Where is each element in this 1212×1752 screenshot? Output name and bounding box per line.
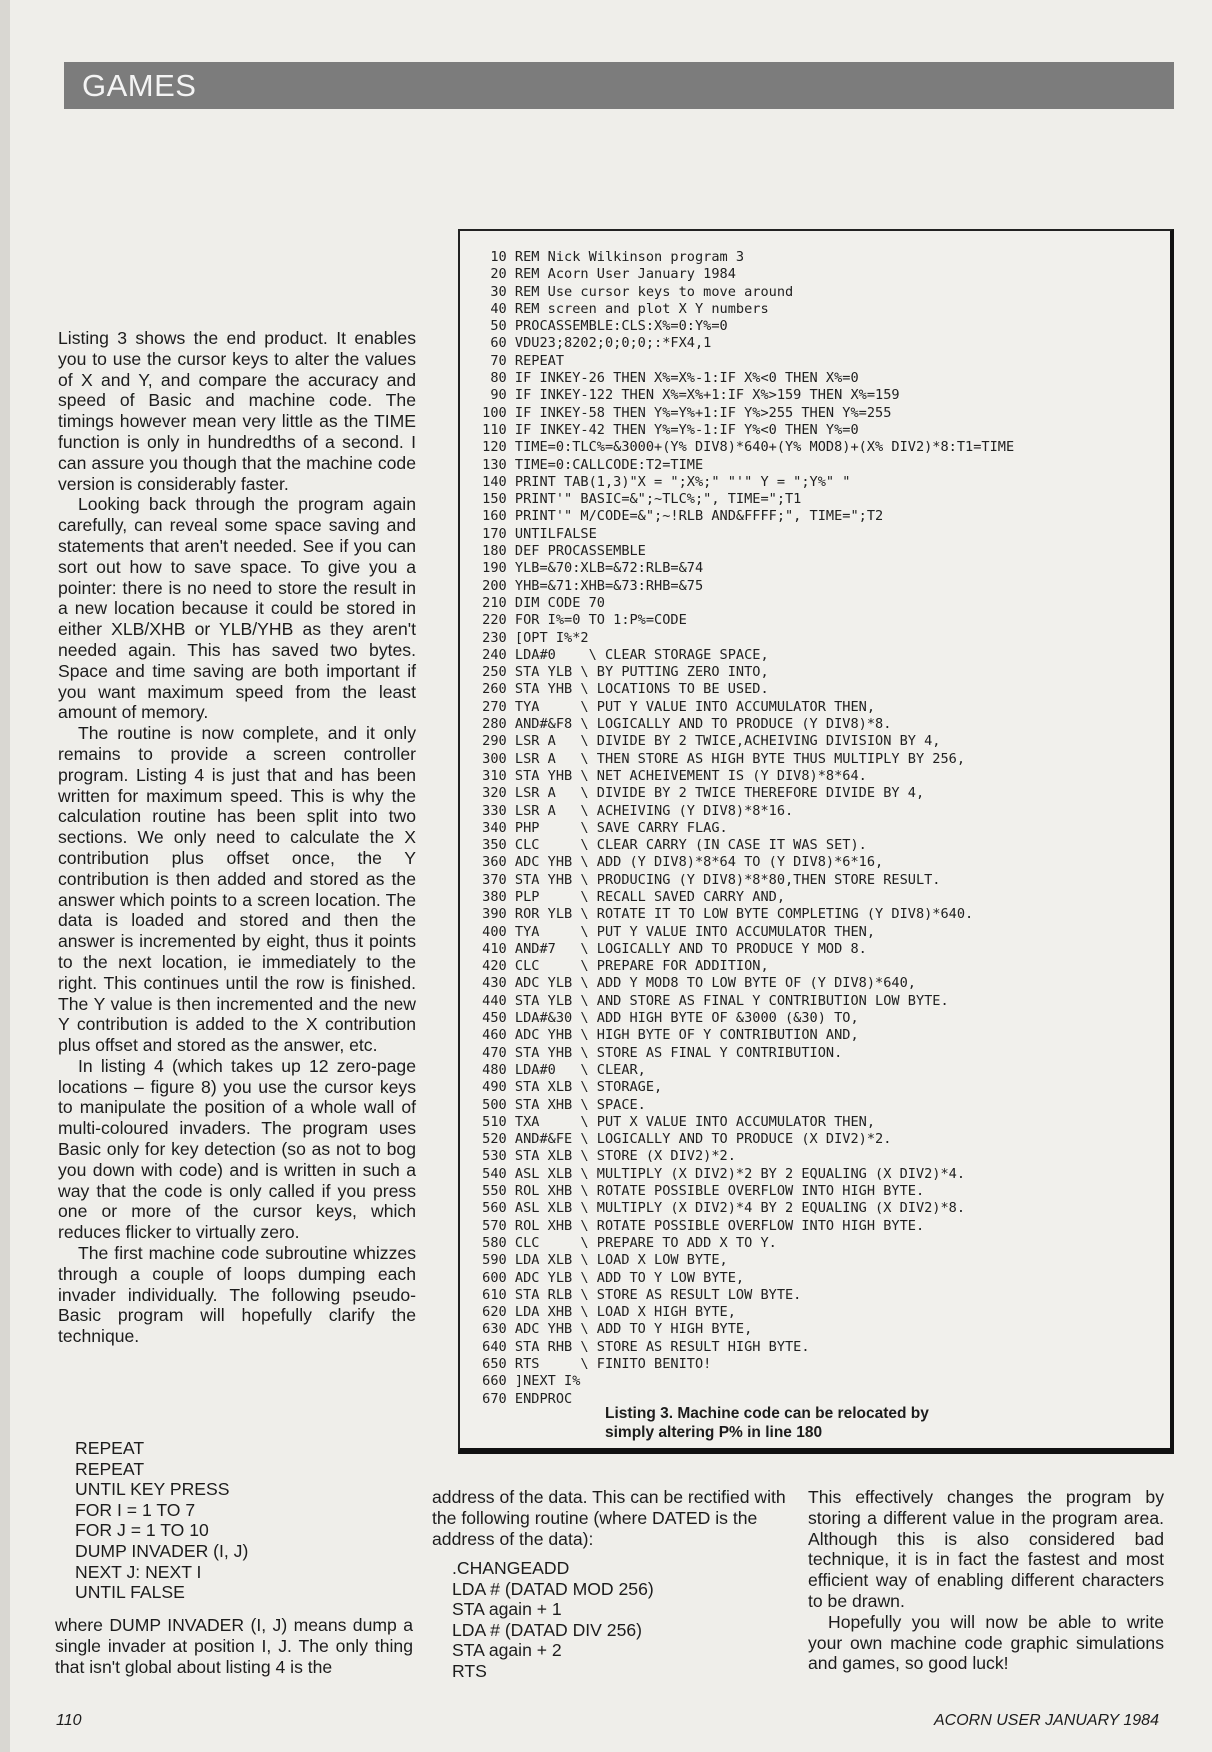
code-line: 70 REPEAT [474, 352, 565, 369]
code-line: 210 DIM CODE 70 [474, 594, 605, 611]
paragraph: Looking back through the program again carefully, can reveal some space saving and statements that aren't needed. See if you can sort out how to save space. To give you a pointer: there is no need to store the result in a new location because it could be stored in either XLB/XHB or YLB/YHB as they aren't needed again. This has saved two bytes. Space and time saving are both important if you want maximum speed from the least amount of memory. [58, 494, 416, 723]
code-line: 380 PLP \ RECALL SAVED CARRY AND, [474, 888, 785, 905]
routine-line: STA again + 2 [452, 1640, 562, 1661]
code-line: 330 LSR A \ ACHEIVING (Y DIV8)*8*16. [474, 802, 794, 819]
code-line: 670 ENDPROC [474, 1390, 573, 1407]
section-title: GAMES [82, 68, 197, 103]
code-line: 190 YLB=&70:XLB=&72:RLB=&74 [474, 560, 704, 577]
code-line: 200 YHB=&71:XHB=&73:RHB=&75 [474, 577, 704, 594]
code-line: 110 IF INKEY-42 THEN Y%=Y%-1:IF Y%<0 THEN Y%=0 [474, 421, 859, 438]
pseudo-line: UNTIL KEY PRESS [75, 1479, 230, 1500]
page-edge [0, 0, 10, 1752]
code-line: 30 REM Use cursor keys to move around [474, 283, 794, 300]
paragraph: In listing 4 (which takes up 12 zero-page locations – figure 8) you use the cursor keys to manipulate the position of a whole wall of multi-coloured invaders. The program uses Basic only for key detection (so as not to bog you down with code) and is written in such a way that the code is only called if you press one or more of the cursor keys, which reduces flicker to virtually zero. [58, 1055, 416, 1243]
code-line: 220 FOR I%=0 TO 1:P%=CODE [474, 612, 687, 629]
routine-line: .CHANGEADD [452, 1558, 570, 1578]
code-line: 290 LSR A \ DIVIDE BY 2 TWICE,ACHEIVING DIVISION BY 4, [474, 733, 941, 750]
code-line: 440 STA YLB \ AND STORE AS FINAL Y CONTRIBUTION LOW BYTE. [474, 992, 949, 1009]
code-line: 340 PHP \ SAVE CARRY FLAG. [474, 819, 728, 836]
code-line: 410 AND#7 \ LOGICALLY AND TO PRODUCE Y MOD 8. [474, 940, 867, 957]
paragraph: Listing 3 shows the end product. It enables you to use the cursor keys to alter the values of X and Y, and compare the accuracy and speed of Basic and machine code. The timings however mean very little as the TIME function is only in hundredths of a second. I can assure you though that the machine code version is considerably faster. [58, 328, 416, 494]
code-line: 240 LDA#0 \ CLEAR STORAGE SPACE, [474, 646, 769, 663]
caption-line: Listing 3. Machine code can be relocated by [605, 1405, 929, 1422]
code-line: 310 STA YHB \ NET ACHEIVEMENT IS (Y DIV8)*8*64. [474, 767, 867, 784]
program-listing [474, 249, 1174, 1408]
code-line: 510 TXA \ PUT X VALUE INTO ACCUMULATOR THEN, [474, 1113, 876, 1130]
caption-line: simply altering P% in line 180 [605, 1424, 823, 1441]
code-line: 180 DEF PROCASSEMBLE [474, 543, 646, 560]
code-line: 10 REM Nick Wilkinson program 3 [474, 249, 745, 265]
paragraph: The routine is now complete, and it only remains to provide a screen controller program. Listing 4 is just that and has been written for maximum speed. This is why the calculation routine has been split into two sections. We only need to calculate the X contribution plus offset once, the Y contribution is then added and stored as the answer which points to a screen location. The data is loaded and stored and then the answer is incremented by eight, thus it points to the next location, ie immediately to the right. This continues until the row is finished. The Y value is then incremented and the new Y contribution is added to the X contribution plus offset and stored as the answer, etc. [58, 723, 416, 1056]
code-line: 610 STA RLB \ STORE AS RESULT LOW BYTE. [474, 1286, 802, 1303]
code-line: 480 LDA#0 \ CLEAR, [474, 1061, 646, 1078]
paragraph: This effectively changes the program by storing a different value in the program area. Although this is also considered bad technique, it is in fact the fastest and most efficient way of enabling different characters to be drawn. [808, 1487, 1164, 1611]
pseudo-line: REPEAT [75, 1438, 145, 1458]
article-column-2 [432, 1487, 792, 1549]
code-line: 460 ADC YHB \ HIGH BYTE OF Y CONTRIBUTION AND, [474, 1027, 859, 1044]
code-line: 20 REM Acorn User January 1984 [474, 266, 736, 283]
code-line: 120 TIME=0:TLC%=&3000+(Y% DIV8)*640+(Y% MOD8)+(X% DIV2)*8:T1=TIME [474, 439, 1015, 456]
pseudo-line: FOR I = 1 TO 7 [75, 1499, 196, 1520]
code-line: 550 ROL XHB \ ROTATE POSSIBLE OVERFLOW INTO HIGH BYTE. [474, 1183, 925, 1200]
code-line: 40 REM screen and plot X Y numbers [474, 300, 769, 317]
paragraph: The first machine code subroutine whizzes through a couple of loops dumping each invader individually. The following pseudo-Basic program will hopefully clarify the technique. [58, 1243, 416, 1347]
code-line: 570 ROL XHB \ ROTATE POSSIBLE OVERFLOW INTO HIGH BYTE. [474, 1217, 925, 1234]
code-line: 320 LSR A \ DIVIDE BY 2 TWICE THEREFORE DIVIDE BY 4, [474, 785, 925, 802]
code-line: 50 PROCASSEMBLE:CLS:X%=0:Y%=0 [474, 318, 728, 335]
code-line: 80 IF INKEY-26 THEN X%=X%-1:IF X%<0 THEN X%=0 [474, 370, 859, 387]
code-line: 400 TYA \ PUT Y VALUE INTO ACCUMULATOR THEN, [474, 923, 876, 940]
code-line: 350 CLC \ CLEAR CARRY (IN CASE IT WAS SET). [474, 837, 867, 854]
code-line: 530 STA XLB \ STORE (X DIV2)*2. [474, 1148, 736, 1165]
code-line: 430 ADC YLB \ ADD Y MOD8 TO LOW BYTE OF (Y DIV8)*640, [474, 975, 916, 992]
code-line: 150 PRINT'" BASIC=&";~TLC%;", TIME=";T1 [474, 491, 802, 508]
pseudo-line: UNTIL FALSE [75, 1582, 185, 1603]
pseudo-line: NEXT J: NEXT I [75, 1561, 202, 1582]
code-line: 490 STA XLB \ STORAGE, [474, 1079, 663, 1096]
code-line: 500 STA XHB \ SPACE. [474, 1096, 646, 1113]
section-header [64, 62, 1174, 109]
code-line: 160 PRINT'" M/CODE=&";~!RLB AND&FFFF;", TIME=";T2 [474, 508, 884, 525]
paragraph: Hopefully you will now be able to write your own machine code graphic simulations and games, so good luck! [808, 1611, 1164, 1674]
code-line: 230 [OPT I%*2 [474, 629, 589, 646]
code-line: 60 VDU23;8202;0;0;0;:*FX4,1 [474, 335, 712, 352]
code-line: 90 IF INKEY-122 THEN X%=X%+1:IF X%>159 THEN X%=159 [474, 387, 900, 404]
paragraph: where DUMP INVADER (I, J) means dump a single invader at position I, J. The only thing that isn't global about listing 4 is the [55, 1615, 413, 1677]
code-line: 140 PRINT TAB(1,3)"X = ";X%;" "'" Y = ";Y%" " [474, 473, 851, 490]
article-column-1 [58, 328, 416, 1347]
code-line: 450 LDA#&30 \ ADD HIGH BYTE OF &3000 (&30) TO, [474, 1010, 859, 1027]
code-line: 270 TYA \ PUT Y VALUE INTO ACCUMULATOR THEN, [474, 698, 876, 715]
changeadd-routine [452, 1558, 654, 1682]
paragraph: address of the data. This can be rectified with the following routine (where DATED is the address of the data): [432, 1487, 786, 1549]
code-line: 580 CLC \ PREPARE TO ADD X TO Y. [474, 1234, 777, 1251]
code-line: 100 IF INKEY-58 THEN Y%=Y%+1:IF Y%>255 THEN Y%=255 [474, 404, 892, 421]
pseudo-line: FOR J = 1 TO 10 [75, 1520, 209, 1541]
routine-line: LDA # (DATAD MOD 256) [452, 1578, 654, 1599]
routine-line: RTS [452, 1660, 487, 1681]
article-column-1-end [55, 1615, 413, 1677]
code-line: 540 ASL XLB \ MULTIPLY (X DIV2)*2 BY 2 EQUALING (X DIV2)*4. [474, 1165, 966, 1182]
code-line: 280 AND#&F8 \ LOGICALLY AND TO PRODUCE (Y DIV8)*8. [474, 716, 892, 733]
code-line: 590 LDA XLB \ LOAD X LOW BYTE, [474, 1252, 728, 1269]
code-line: 250 STA YLB \ BY PUTTING ZERO INTO, [474, 664, 769, 681]
listing-caption [605, 1404, 1025, 1442]
code-line: 560 ASL XLB \ MULTIPLY (X DIV2)*4 BY 2 EQUALING (X DIV2)*8. [474, 1200, 966, 1217]
code-line: 420 CLC \ PREPARE FOR ADDITION, [474, 958, 769, 975]
code-line: 360 ADC YHB \ ADD (Y DIV8)*8*64 TO (Y DIV8)*6*16, [474, 854, 884, 871]
code-line: 640 STA RHB \ STORE AS RESULT HIGH BYTE. [474, 1338, 810, 1355]
code-line: 260 STA YHB \ LOCATIONS TO BE USED. [474, 681, 769, 698]
code-line: 390 ROR YLB \ ROTATE IT TO LOW BYTE COMPLETING (Y DIV8)*640. [474, 906, 974, 923]
page-number: 110 [56, 1712, 82, 1729]
code-line: 470 STA YHB \ STORE AS FINAL Y CONTRIBUTION. [474, 1044, 843, 1061]
code-line: 630 ADC YHB \ ADD TO Y HIGH BYTE, [474, 1321, 753, 1338]
code-line: 650 RTS \ FINITO BENITO! [474, 1356, 712, 1372]
pseudo-line: REPEAT [75, 1458, 145, 1479]
code-line: 660 ]NEXT I% [474, 1373, 581, 1390]
listing-3-box [458, 229, 1174, 1454]
code-line: 130 TIME=0:CALLCODE:T2=TIME [474, 456, 704, 473]
code-line: 300 LSR A \ THEN STORE AS HIGH BYTE THUS MULTIPLY BY 256, [474, 750, 966, 767]
code-line: 370 STA YHB \ PRODUCING (Y DIV8)*8*80,THEN STORE RESULT. [474, 871, 941, 888]
code-line: 520 AND#&FE \ LOGICALLY AND TO PRODUCE (X DIV2)*2. [474, 1131, 892, 1148]
routine-line: STA again + 1 [452, 1599, 562, 1620]
pseudo-basic-listing [75, 1438, 248, 1603]
routine-line: LDA # (DATAD DIV 256) [452, 1619, 643, 1640]
pseudo-line: DUMP INVADER (I, J) [75, 1540, 249, 1561]
code-line: 620 LDA XHB \ LOAD X HIGH BYTE, [474, 1304, 736, 1321]
code-line: 600 ADC YLB \ ADD TO Y LOW BYTE, [474, 1269, 745, 1286]
publication-footer: ACORN USER JANUARY 1984 [934, 1712, 1159, 1729]
article-column-3 [808, 1487, 1164, 1674]
code-line: 170 UNTILFALSE [474, 525, 597, 542]
